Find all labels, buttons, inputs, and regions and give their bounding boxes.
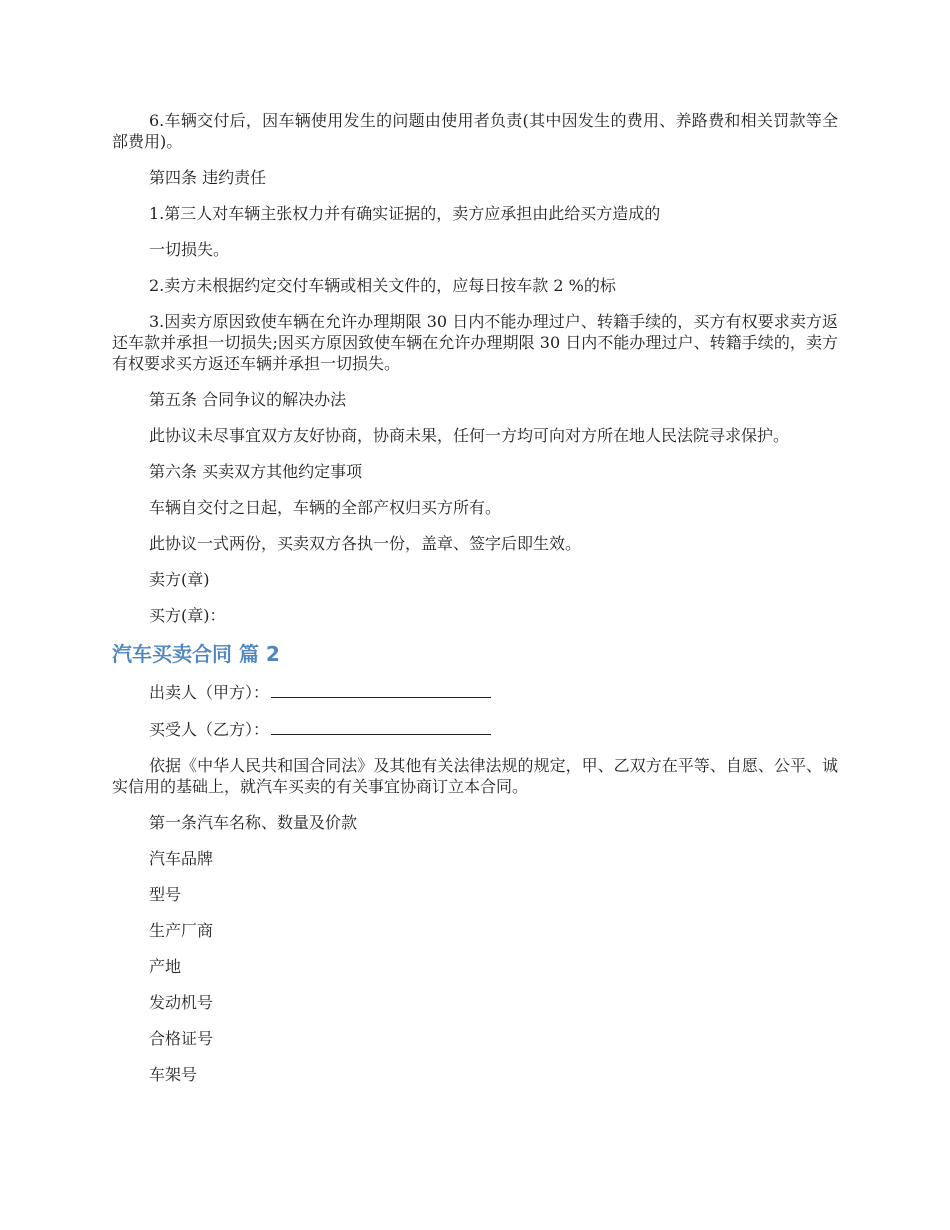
article-4-item-1: 1.第三人对车辆主张权力并有确实证据的，卖方应承担由此给买方造成的 [149, 204, 661, 223]
buyer-signature: 买方(章)： [149, 606, 226, 625]
field-certificate-number: 合格证号 [149, 1029, 214, 1048]
field-origin: 产地 [149, 957, 182, 976]
buyer-field [112, 718, 838, 740]
article-4-item-3: 3.因卖方原因致使车辆在允许办理期限 30 日内不能办理过户、转籍手续的，买方有权要求卖方返还车款并承担一切损失;因买方原因致使车辆在允许办理期限 30 日内不能办理过户、转籍手续的，卖方有权要求买方返还车辆并承担一切损失。 [112, 312, 838, 373]
section-2-heading: 汽车买卖合同 篇 2 [112, 642, 280, 666]
field-car-brand: 汽车品牌 [149, 849, 214, 868]
field-model: 型号 [149, 885, 182, 904]
seller-signature: 卖方(章) [149, 570, 210, 589]
buyer-label: 买受人（乙方）： [149, 720, 270, 739]
buyer-blank-line [271, 718, 491, 735]
article-5-title: 第五条 合同争议的解决办法 [149, 390, 347, 409]
clause-6: 6.车辆交付后，因车辆使用发生的问题由使用者负责(其中因发生的费用、养路费和相关罚款等全部费用)。 [112, 111, 838, 151]
seller-label: 出卖人（甲方）： [149, 683, 270, 702]
article-4-item-2: 2.卖方未根据约定交付车辆或相关文件的，应每日按车款 2 %的标 [149, 276, 616, 295]
field-frame-number: 车架号 [149, 1065, 198, 1084]
contract-intro: 依据《中华人民共和国合同法》及其他有关法律法规的规定，甲、乙双方在平等、自愿、公平、诚实信用的基础上，就汽车买卖的有关事宜协商订立本合同。 [112, 756, 838, 796]
seller-field [112, 681, 838, 703]
field-manufacturer: 生产厂商 [149, 921, 214, 940]
article-5-text: 此协议未尽事宜双方友好协商，协商未果，任何一方均可向对方所在地人民法院寻求保护。 [149, 426, 790, 445]
article-6-title: 第六条 买卖双方其他约定事项 [149, 462, 363, 481]
article-6-text-2: 此协议一式两份，买卖双方各执一份，盖章、签字后即生效。 [149, 534, 582, 553]
article-4-item-1-cont: 一切损失。 [149, 240, 230, 259]
article-6-text-1: 车辆自交付之日起，车辆的全部产权归买方所有。 [149, 498, 502, 517]
article-1-title: 第一条汽车名称、数量及价款 [149, 813, 358, 832]
article-4-title: 第四条 违约责任 [149, 168, 267, 187]
field-engine-number: 发动机号 [149, 993, 214, 1012]
seller-blank-line [271, 681, 491, 698]
